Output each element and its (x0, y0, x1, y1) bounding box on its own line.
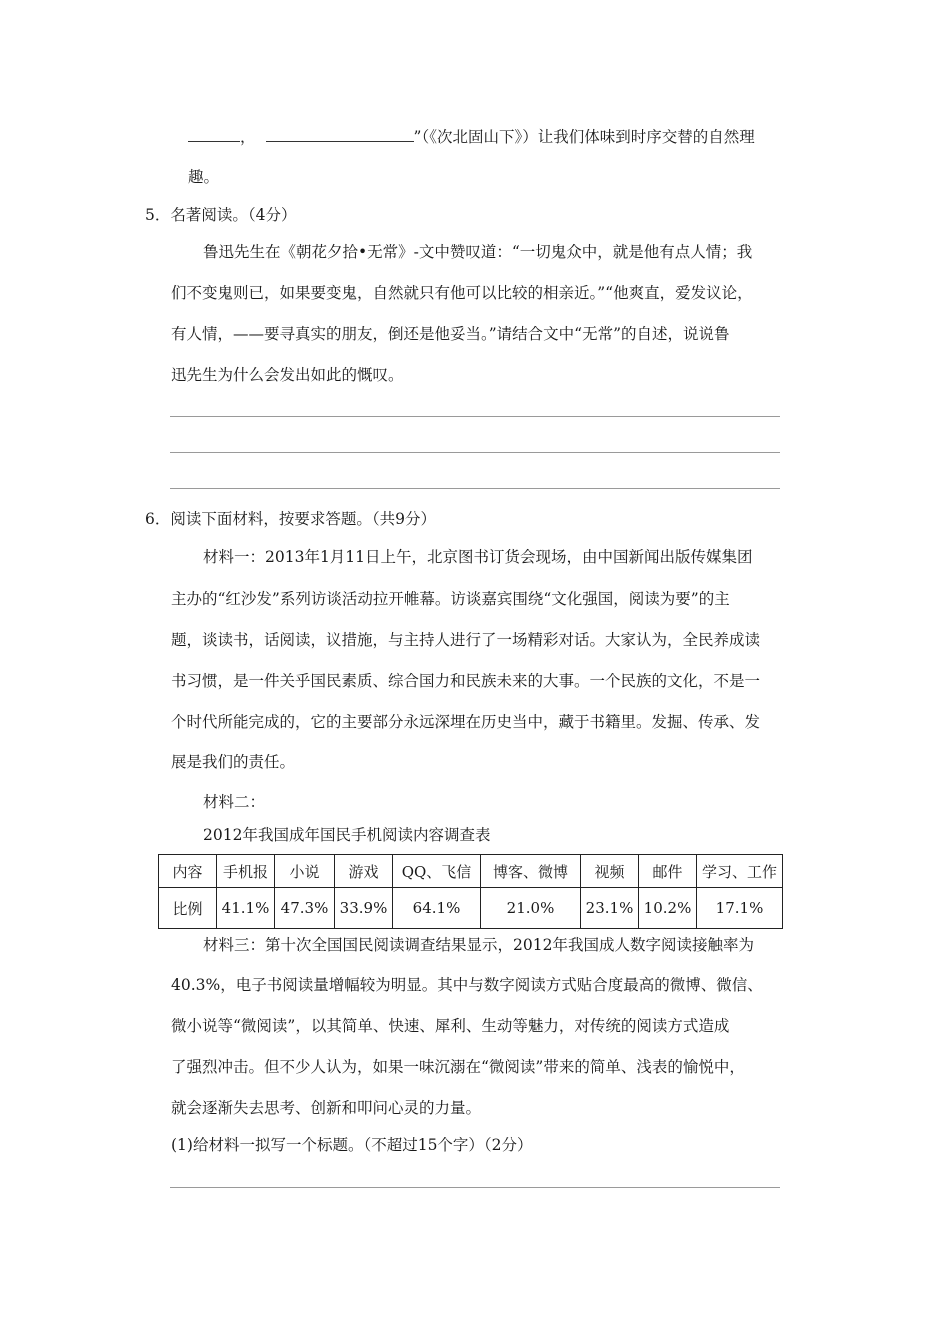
material-3-line: 40.3%，电子书阅读量增幅较为明显。其中与数字阅读方式贴合度最高的微博、微信、 (171, 976, 763, 994)
table-cell: 比例 (159, 888, 217, 929)
table-cell: 21.0% (481, 888, 581, 929)
table-cell: 64.1% (393, 888, 481, 929)
material-1-line: 题，谈读书，话阅读，议措施，与主持人进行了一场精彩对话。大家认为，全民养成读 (171, 631, 761, 649)
table-cell: 23.1% (581, 888, 639, 929)
survey-table (158, 854, 783, 929)
table-row (159, 888, 783, 929)
material-3-line: 了强烈冲击。但不少人认为，如果一味沉溺在“微阅读”带来的简单、浅表的愉悦中， (171, 1058, 745, 1076)
answer-line[interactable] (170, 1187, 780, 1188)
q4-tail-text: ”（《次北固山下》）让我们体味到时序交替的自然理 (413, 128, 755, 146)
material-3-line: 微小说等“微阅读”，以其简单、快速、犀利、生动等魅力，对传统的阅读方式造成 (171, 1017, 730, 1035)
table-cell: 47.3% (275, 888, 335, 929)
table-header-cell: 手机报 (217, 855, 275, 888)
q6-heading: 6．阅读下面材料，按要求答题。（共9分） (145, 510, 436, 528)
table-header-cell: 学习、工作 (697, 855, 783, 888)
table-header-row (159, 855, 783, 888)
material-1-line: 展是我们的责任。 (171, 753, 296, 771)
table-header-cell: 内容 (159, 855, 217, 888)
table-header-cell: 小说 (275, 855, 335, 888)
material-2-label: 材料二： (203, 793, 266, 811)
q5-para-line: 有人情，——要寻真实的朋友，倒还是他妥当。”请结合文中“无常”的自述，说说鲁 (171, 325, 730, 343)
q5-para-line: 们不变鬼则已，如果要变鬼，自然就只有他可以比较的相亲近。”“他爽直，爱发议论， (171, 284, 753, 302)
answer-line[interactable] (170, 488, 780, 489)
material-1-line: 个时代所能完成的，它的主要部分永远深埋在历史当中，藏于书籍里。发掘、传承、发 (171, 713, 761, 731)
table-cell: 41.1% (217, 888, 275, 929)
q4-fill-line: ， ”（《次北固山下》）让我们体味到时序交替的自然理 (188, 127, 755, 147)
material-3-line: 就会逐渐失去思考、创新和叩问心灵的力量。 (171, 1099, 482, 1117)
table-cell: 33.9% (335, 888, 393, 929)
answer-blank[interactable] (266, 127, 414, 142)
material-3-line: 材料三：第十次全国国民阅读调查结果显示，2012年我国成人数字阅读接触率为 (203, 936, 754, 954)
q5-para-line: 鲁迅先生在《朝花夕拾•无常》-文中赞叹道：“一切鬼众中，就是他有点人情；我 (203, 243, 753, 261)
table-title: 2012年我国成年国民手机阅读内容调查表 (203, 826, 491, 844)
sub-question-1: (1)给材料一拟写一个标题。（不超过15个字）（2分） (171, 1136, 533, 1154)
material-1-line: 材料一：2013年1月11日上午，北京图书订货会现场，由中国新闻出版传媒集团 (203, 548, 753, 566)
material-1-line: 主办的“红沙发”系列访谈活动拉开帷幕。访谈嘉宾围绕“文化强国，阅读为要”的主 (171, 590, 730, 608)
table-header-cell: 邮件 (639, 855, 697, 888)
q5-heading: 5．名著阅读。（4分） (145, 206, 297, 224)
answer-blank[interactable] (188, 127, 240, 142)
material-1-line: 书习惯，是一件关乎国民素质、综合国力和民族未来的大事。一个民族的文化，不是一 (171, 672, 761, 690)
q5-para-line: 迅先生为什么会发出如此的慨叹。 (171, 366, 404, 384)
q4-tail-text-2: 趣。 (188, 168, 220, 186)
answer-line[interactable] (170, 452, 780, 453)
table-cell: 10.2% (639, 888, 697, 929)
table-header-cell: QQ、飞信 (393, 855, 481, 888)
table-header-cell: 博客、微博 (481, 855, 581, 888)
table-cell: 17.1% (697, 888, 783, 929)
answer-line[interactable] (170, 416, 780, 417)
table-header-cell: 游戏 (335, 855, 393, 888)
table-header-cell: 视频 (581, 855, 639, 888)
